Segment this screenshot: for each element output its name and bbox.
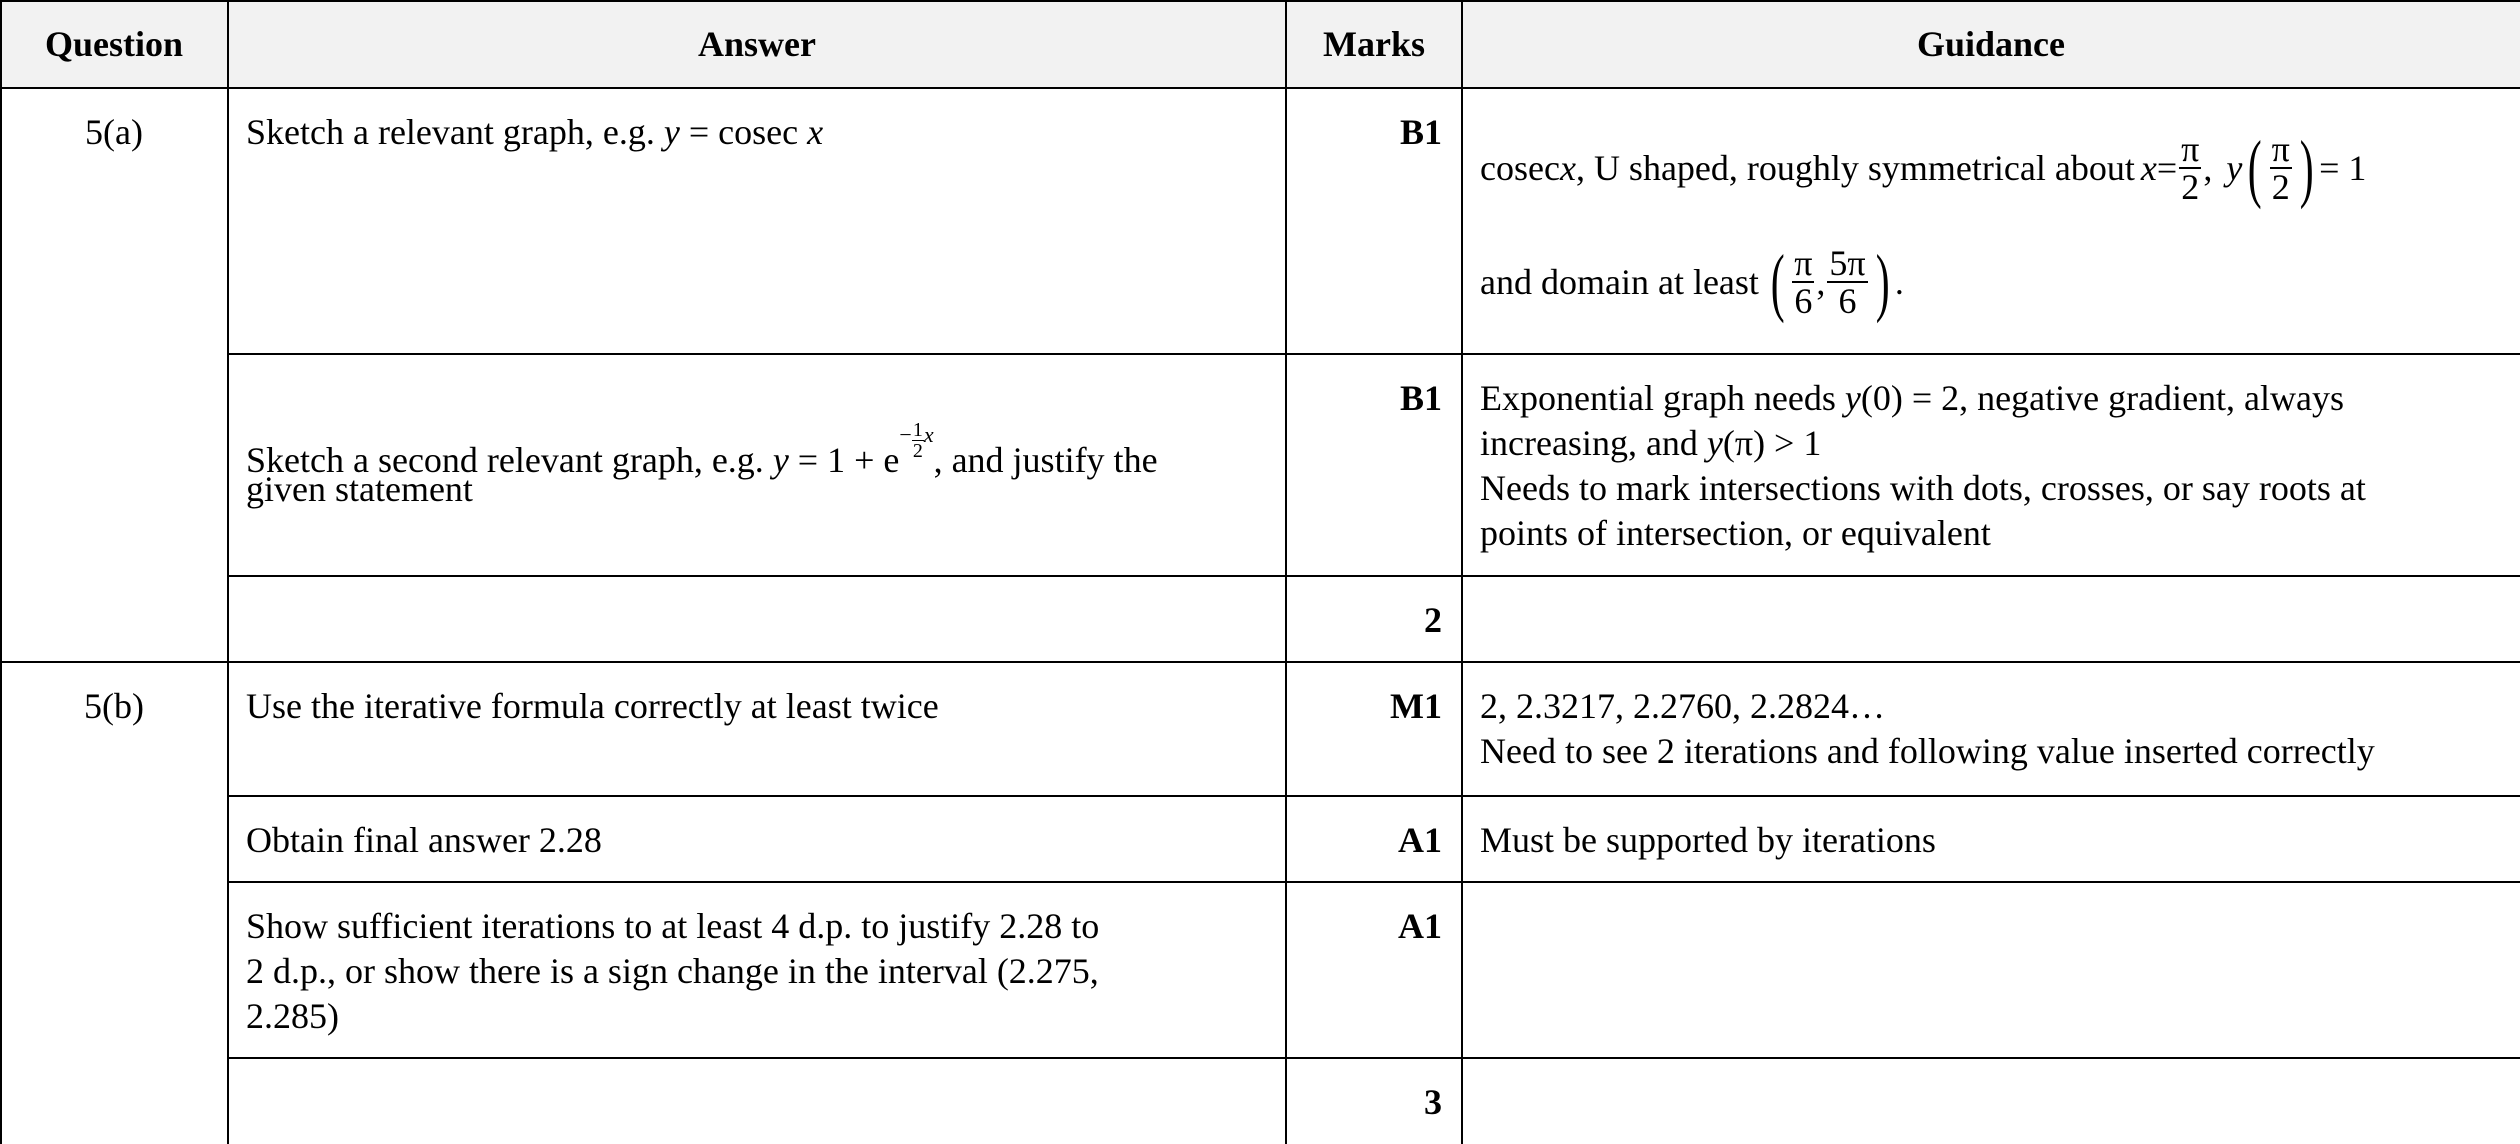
rule [1461,0,1463,1144]
rule [228,881,2520,883]
guidance-text: increasing, and y(π) > 1 [1480,423,1822,463]
total-marks: 3 [1424,1082,1442,1122]
answer-text: Sketch a second relevant graph, e.g. $y = 1 + e^{- \frac{1}{2} x}$, and justify the [246,419,1158,480]
answer-text: Use the iterative formula correctly at least twice [246,686,939,726]
fraction: $\frac{5\pi}{6}$ [1829,243,1866,321]
fraction: $\frac{\pi}{6}$ [1794,243,1813,321]
answer-text: given statement [246,469,473,509]
rule [0,0,2520,2]
header-answer: Answer [698,24,816,64]
header-guidance: Guidance [1916,24,2066,64]
rule [227,0,229,1144]
fraction: $\frac{\pi}{2}$ [2181,129,2200,207]
header-question: Question [44,24,184,64]
answer-text: Obtain final answer 2.28 [246,820,602,860]
guidance-text: Exponential graph needs y(0) = 2, negative gradient, always [1480,378,2345,418]
header-marks: Marks [1323,24,1425,64]
mark-value: M1 [1390,686,1442,726]
guidance-text: and domain at least ( $\frac{\pi}{6}$ , $\frac{5\pi}{6}$ ) . [1480,240,1904,324]
exponent: − 1 2 x [899,419,934,462]
mark-value: B1 [1399,112,1442,152]
rule [228,795,2520,797]
question-label: 5(a) [85,112,143,152]
guidance-text: Need to see 2 iterations and following value inserted correctly [1480,731,2375,771]
answer-text: Sketch a relevant graph, e.g. y = cosec x [246,112,824,152]
guidance-text: cosec x , U shaped, roughly symmetrical about x = $\frac{\pi}{2}$ , y ( $\frac{\pi}{2}$ ) = 1 [1480,126,2367,210]
rule [1285,0,1287,1144]
mark-value: A1 [1398,820,1442,860]
rule [228,353,2520,355]
answer-text: Show sufficient iterations to at least 4 d.p. to justify 2.28 to [246,906,1100,946]
rule [0,87,2520,89]
guidance-text: points of intersection, or equivalent [1480,513,1991,553]
guidance-text: 2, 2.3217, 2.2760, 2.2824… [1480,686,1885,726]
rule [0,661,2520,663]
rule [228,575,2520,577]
mark-value: A1 [1398,906,1442,946]
question-label: 5(b) [84,686,144,726]
answer-text: 2.285) [246,996,339,1036]
fraction: $\frac{\pi}{2}$ [2271,129,2290,207]
rule [228,1057,2520,1059]
rule [0,0,2,1144]
total-marks: 2 [1424,600,1442,640]
answer-text: 2 d.p., or show there is a sign change in the interval (2.275, [246,951,1099,991]
guidance-text: Must be supported by iterations [1480,820,1936,860]
guidance-text: Needs to mark intersections with dots, crosses, or say roots at [1480,468,2366,508]
mark-value: B1 [1399,378,1442,418]
